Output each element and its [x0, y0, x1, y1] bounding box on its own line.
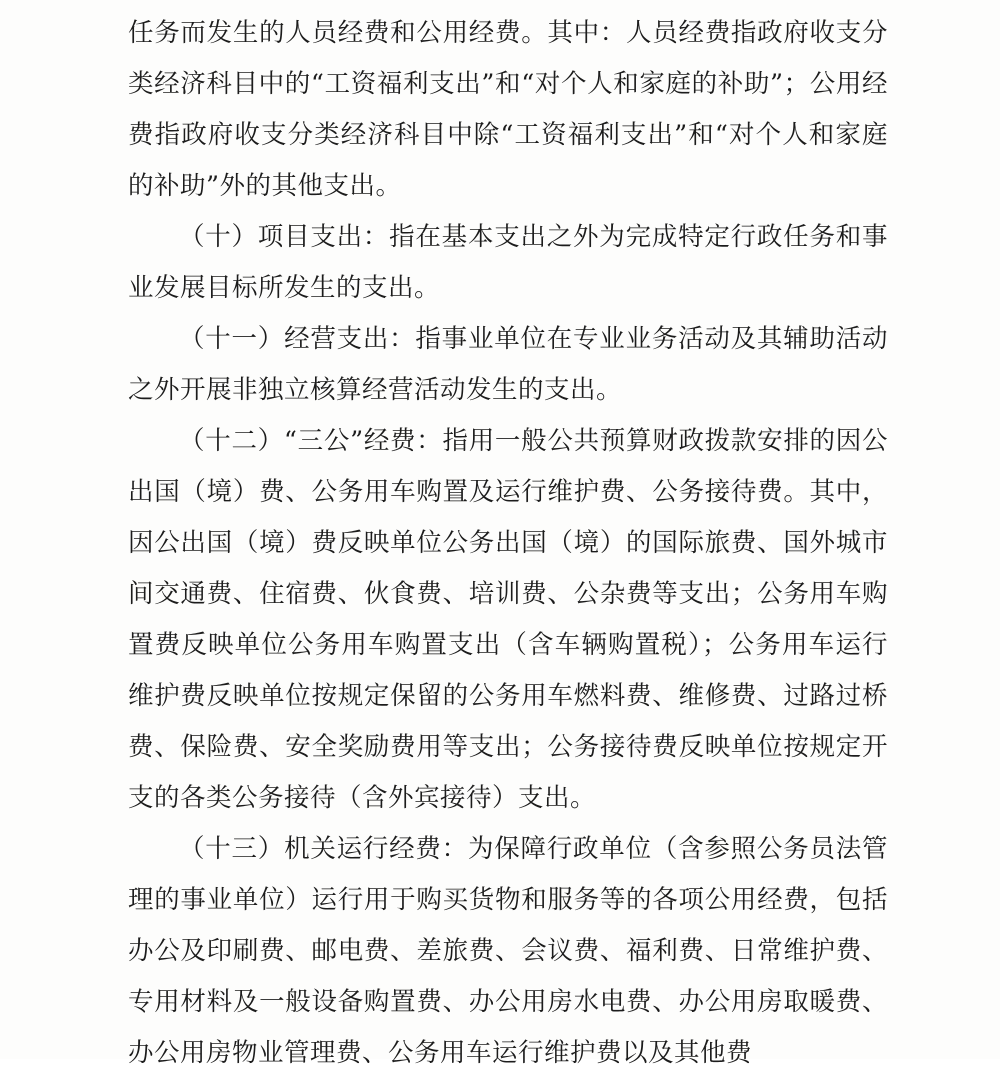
paragraph-basic-expenditure-continued: 任务而发生的人员经费和公用经费。其中：人员经费指政府收支分类经济科目中的“工资福利支出”和“对个人和家庭的补助”；公用经费指政府收支分类经济科目中除“工资福利支出”和“对个人和家庭的补助”外的其他支出。 — [128, 18, 888, 201]
paragraph-item-11-operating-expenditure: （十一）经营支出：指事业单位在专业业务活动及其辅助活动之外开展非独立核算经营活动发生的支出。 — [128, 324, 888, 405]
paragraph-item-13-agency-operating-funds: （十三）机关运行经费：为保障行政单位（含参照公务员法管理的事业单位）运行用于购买货物和服务等的各项公用经费，包括办公及印刷费、邮电费、差旅费、会议费、福利费、日常维护费、专用材料及一般设备购置费、办公用房水电费、办公用房取暖费、办公用房物业管理费、公务用车运行维护费以及其他费 — [128, 834, 888, 1068]
document-text-column — [128, 0, 888, 1079]
paragraph-item-12-three-public-funds: （十二）“三公”经费：指用一般公共预算财政拨款安排的因公出国（境）费、公务用车购置及运行维护费、公务接待费。其中，因公出国（境）费反映单位公务出国（境）的国际旅费、国外城市间交通费、住宿费、伙食费、培训费、公杂费等支出；公务用车购置费反映单位公务用车购置支出（含车辆购置税）；公务用车运行维护费反映单位按规定保留的公务用车燃料费、维修费、过路过桥费、保险费、安全奖励费用等支出；公务接待费反映单位按规定开支的各类公务接待（含外宾接待）支出。 — [128, 426, 888, 813]
paragraph-item-10-project-expenditure: （十）项目支出：指在基本支出之外为完成特定行政任务和事业发展目标所发生的支出。 — [128, 222, 888, 303]
